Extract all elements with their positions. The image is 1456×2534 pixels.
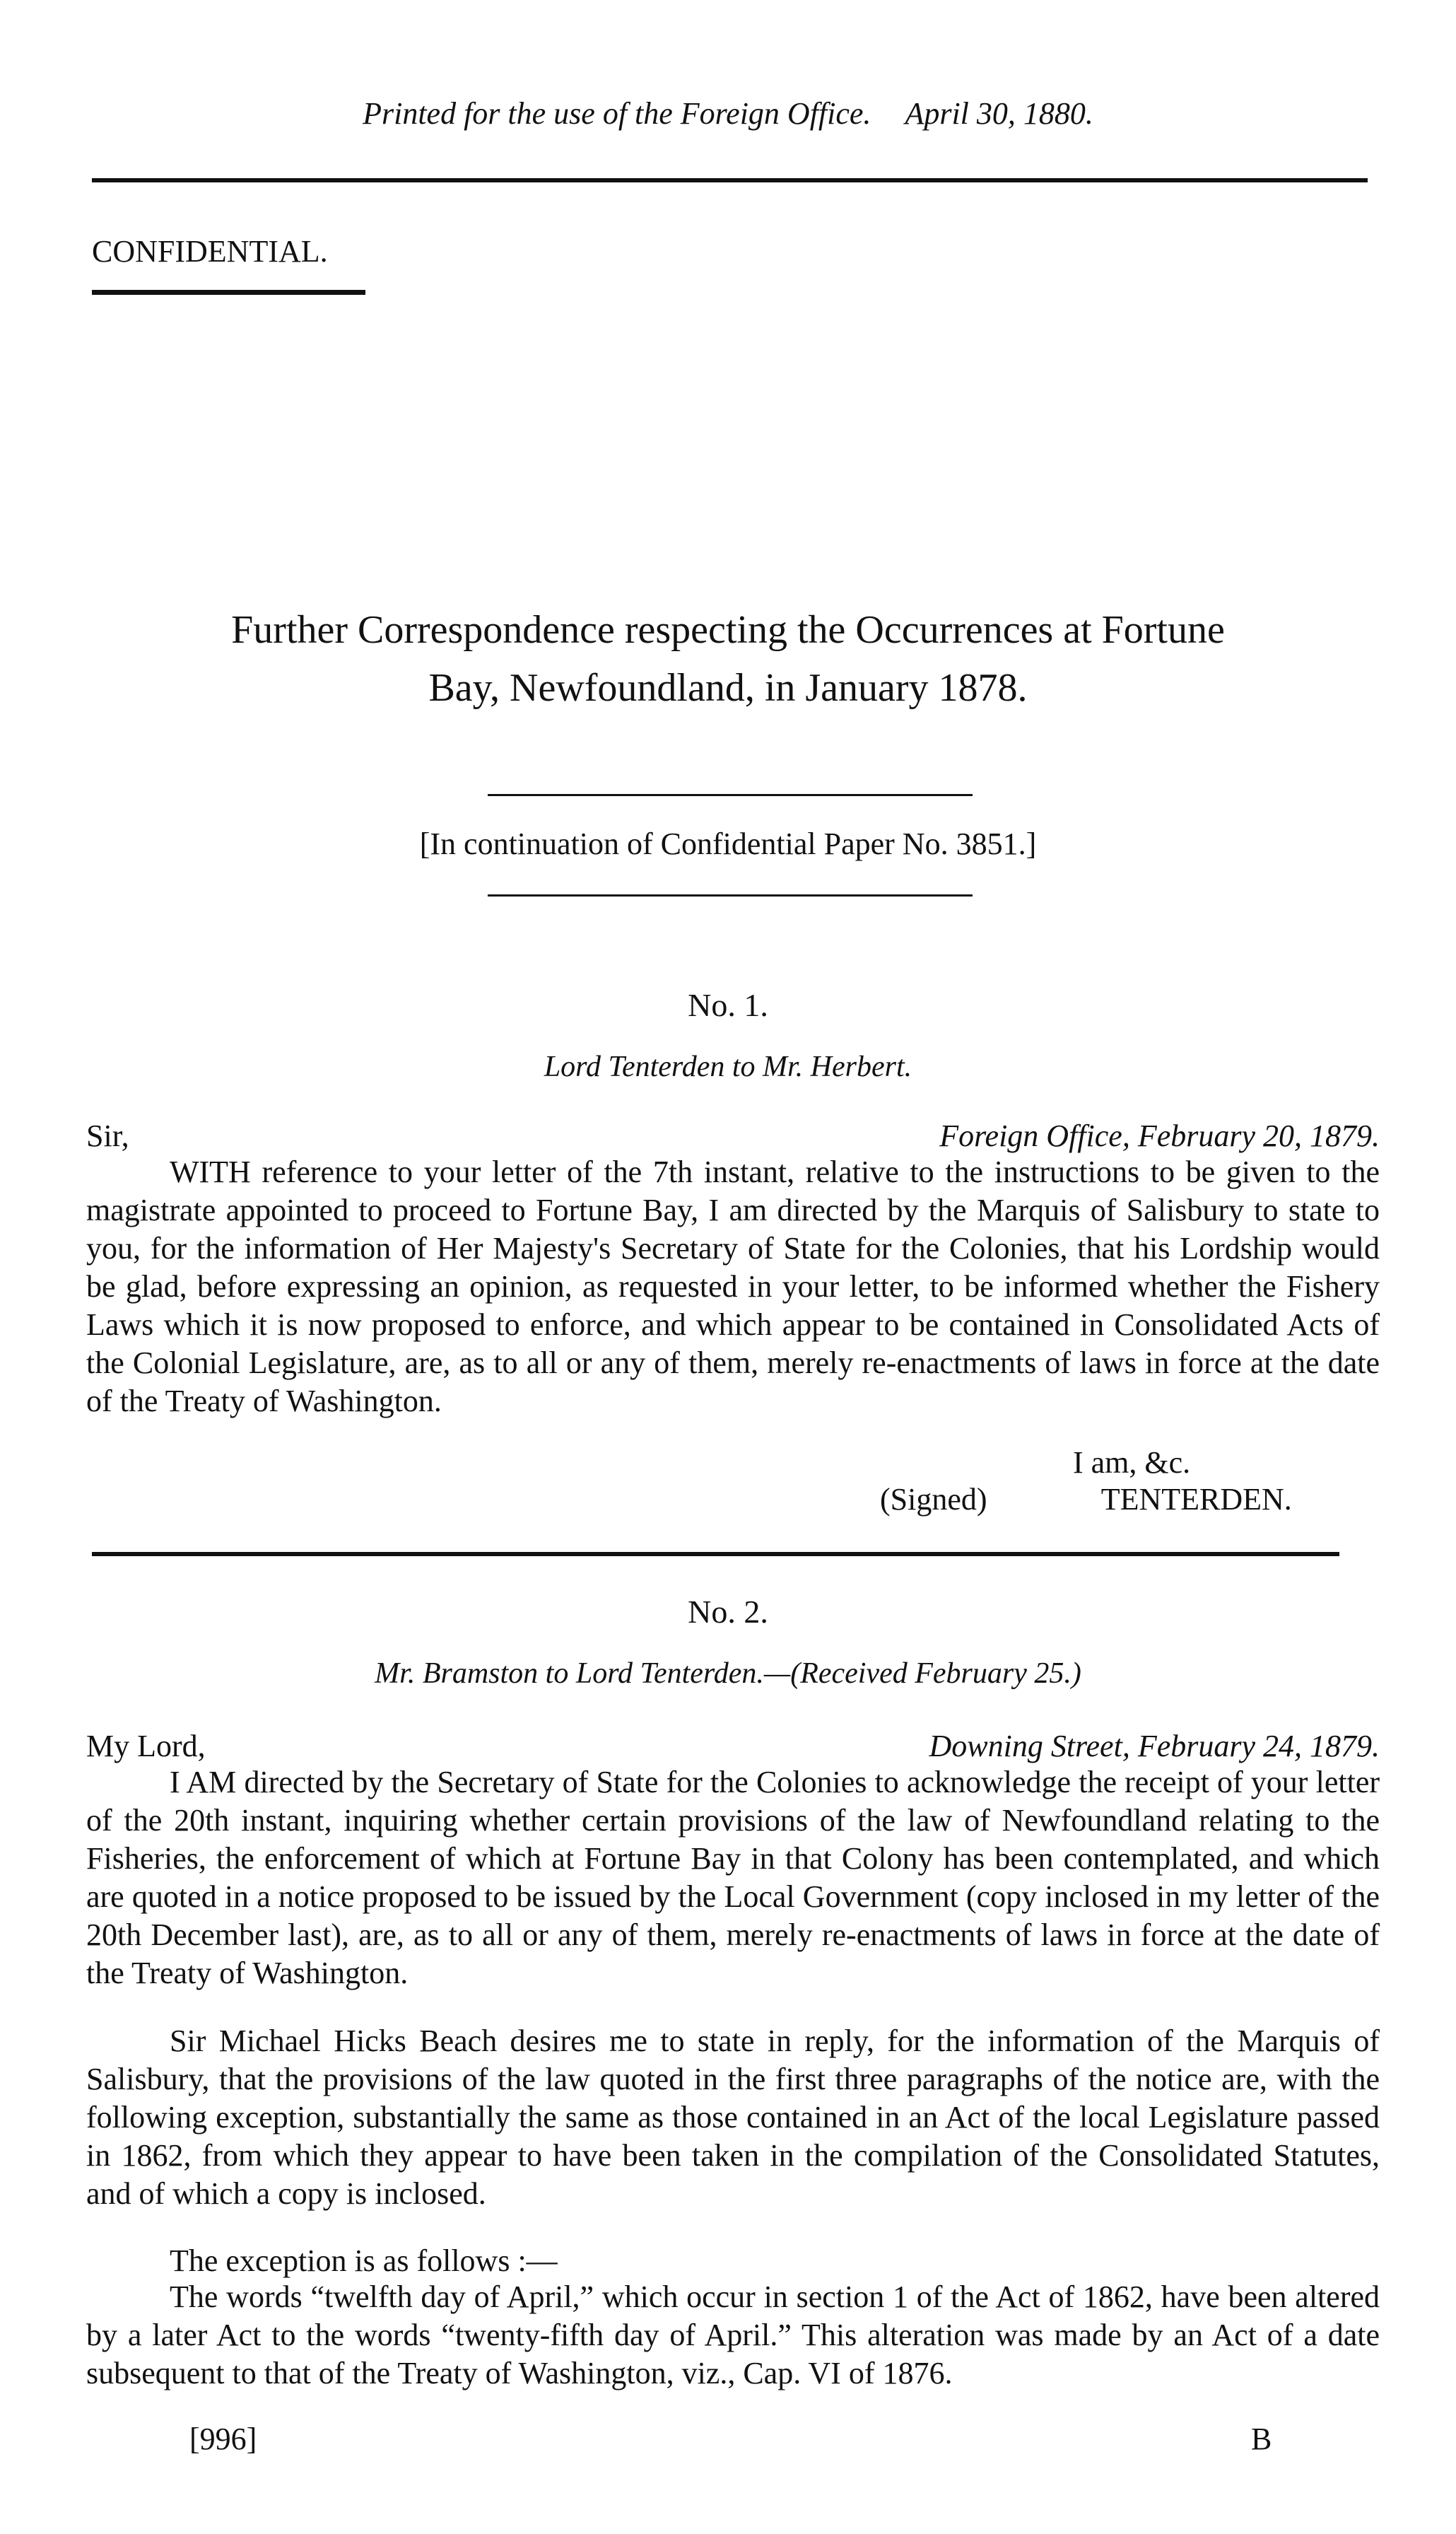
letter-2-paragraph-3: The exception is as follows :— [170, 2243, 558, 2278]
continuation-note: [In continuation of Confidential Paper No. 3851.] [419, 827, 1037, 861]
letter-1-signed-label: (Signed) [880, 1482, 987, 1517]
letter-2-paragraph-4: The words “twelfth day of April,” which occur in section 1 of the Act of 1862, have been altered by a later Act to the words “twenty-fifth day of April.” This alteration was made by an Act of a date subsequent to that of the Treaty of Washington, viz., Cap. VI of 1876. [86, 2279, 1380, 2390]
letter-2-heading: Mr. Bramston to Lord Tenterden.—(Received February 25.) [375, 1657, 1081, 1690]
letter-1-header-row [86, 1117, 1380, 1155]
section-rule [92, 1552, 1339, 1556]
letter-1-signature: TENTERDEN. [1100, 1482, 1292, 1517]
letter-2-number: No. 2. [688, 1594, 768, 1630]
header-rule [92, 178, 1368, 182]
title-rule-top [488, 794, 973, 796]
print-note [0, 95, 1456, 132]
letter-1-body: WITH reference to your letter of the 7th instant, relative to the instructions to be given to the magistrate appointed to proceed to Fortune Bay, I am directed by the Marquis of Salisbury to state to you, for the information of Her Majesty's Secretary of State for the Colonies, that his Lordship would be glad, before expressing an opinion, as requested in your letter, to be informed whether the Fishery Laws which it is now proposed to enforce, and which appear to be contained in Consolidated Acts of the Colonial Legislature, are, as to all or any of them, merely re-enactments of laws in force at the date of the Treaty of Washington. [86, 1155, 1380, 1418]
title-line-1: Further Correspondence respecting the Occurrences at Fortune [231, 608, 1225, 652]
print-date: April 30, 1880. [905, 96, 1093, 131]
title-line-2: Bay, Newfoundland, in January 1878. [428, 666, 1028, 710]
letter-1-place-date: Foreign Office, February 20, 1879. [939, 1119, 1380, 1153]
letter-2-salutation: My Lord, [86, 1729, 206, 1763]
letter-1-signature-block [880, 1481, 1292, 1517]
letter-2-paragraph-1: I AM directed by the Secretary of State for the Colonies to acknowledge the receipt of your letter of the 20th instant, inquiring whether certain provisions of the law of Newfoundland relating to the Fisheries, the enforcement of which at Fortune Bay in that Colony has been contemplated, and which are quoted in a notice proposed to be issued by the Local Government (copy inclosed in my letter of the 20th December last), are, as to all or any of them, merely re-enactments of laws in force at the date of the Treaty of Washington. [86, 1765, 1380, 1990]
footer-signature-mark: B [1251, 2422, 1272, 2456]
title-rule-bottom [488, 894, 973, 897]
letter-1-number: No. 1. [688, 987, 768, 1023]
letter-2-paragraph-2: Sir Michael Hicks Beach desires me to state in reply, for the information of the Marquis of Salisbury, that the provisions of the law quoted in the first three paragraphs of the notice are, with the following exception, substantially the same as those contained in an Act of the local Legislature passed in 1862, from which they appear to have been taken in the compilation of the Consolidated Statutes, and of which a copy is inclosed. [86, 2024, 1380, 2211]
letter-2-place-date: Downing Street, February 24, 1879. [929, 1729, 1380, 1763]
footer-reference: [996] [189, 2422, 257, 2456]
letter-1-closing: I am, &c. [1073, 1445, 1191, 1480]
letter-1-salutation: Sir, [86, 1119, 129, 1153]
document-title [0, 601, 1456, 717]
classification-underline [92, 290, 365, 295]
classification-label: CONFIDENTIAL. [92, 234, 328, 269]
printed-for-text: Printed for the use of the Foreign Office. [363, 96, 871, 131]
letter-2-header-row [86, 1727, 1380, 1765]
letter-1-heading: Lord Tenterden to Mr. Herbert. [544, 1051, 912, 1083]
